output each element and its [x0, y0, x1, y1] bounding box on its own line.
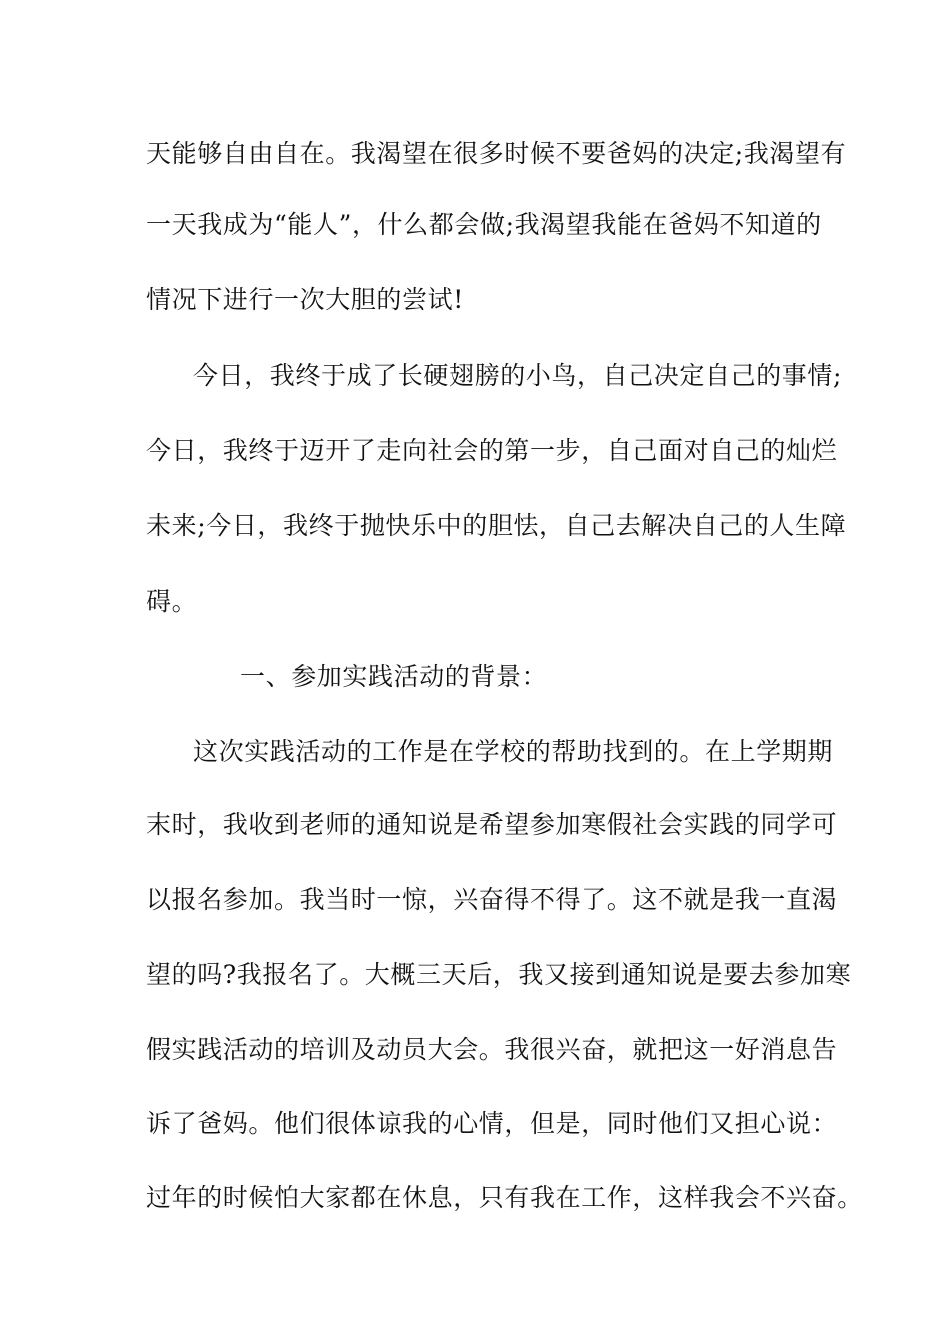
paragraph-line: 末时，我收到老师的通知说是希望参加寒假社会实践的同学可 — [146, 810, 838, 839]
paragraph-line: 这次实践活动的工作是在学校的帮助找到的。在上学期期 — [193, 737, 834, 766]
paragraph-line: 天能够自由自在。我渴望在很多时候不要爸妈的决定;我渴望有 — [146, 139, 847, 168]
paragraph-line: 今日，我终于迈开了走向社会的第一步，自己面对自己的灿烂 — [146, 436, 838, 465]
section-heading: 一、参加实践活动的背景： — [240, 662, 548, 691]
paragraph-line: 未来;今日，我终于抛快乐中的胆怯，自己去解决自己的人生障 — [146, 511, 847, 540]
paragraph-line: 情况下进行一次大胆的尝试! — [146, 285, 464, 314]
paragraph-line: 碍。 — [146, 587, 198, 616]
paragraph-line: 以报名参加。我当时一惊，兴奋得不得了。这不就是我一直渴 — [146, 885, 838, 914]
paragraph-line: 过年的时候怕大家都在休息，只有我在工作，这样我会不兴奋。 — [146, 1183, 863, 1212]
paragraph-line: 一天我成为“能人”，什么都会做;我渴望我能在爸妈不知道的 — [146, 210, 822, 239]
paragraph-line: 假实践活动的培训及动员大会。我很兴奋，就把这一好消息告 — [146, 1035, 838, 1064]
paragraph-line: 诉了爸妈。他们很体谅我的心情，但是，同时他们又担心说： — [146, 1109, 838, 1138]
paragraph-line: 望的吗?我报名了。大概三天后，我又接到通知说是要去参加寒 — [146, 960, 852, 989]
paragraph-line: 今日，我终于成了长硬翅膀的小鸟，自己决定自己的事情; — [193, 361, 843, 390]
